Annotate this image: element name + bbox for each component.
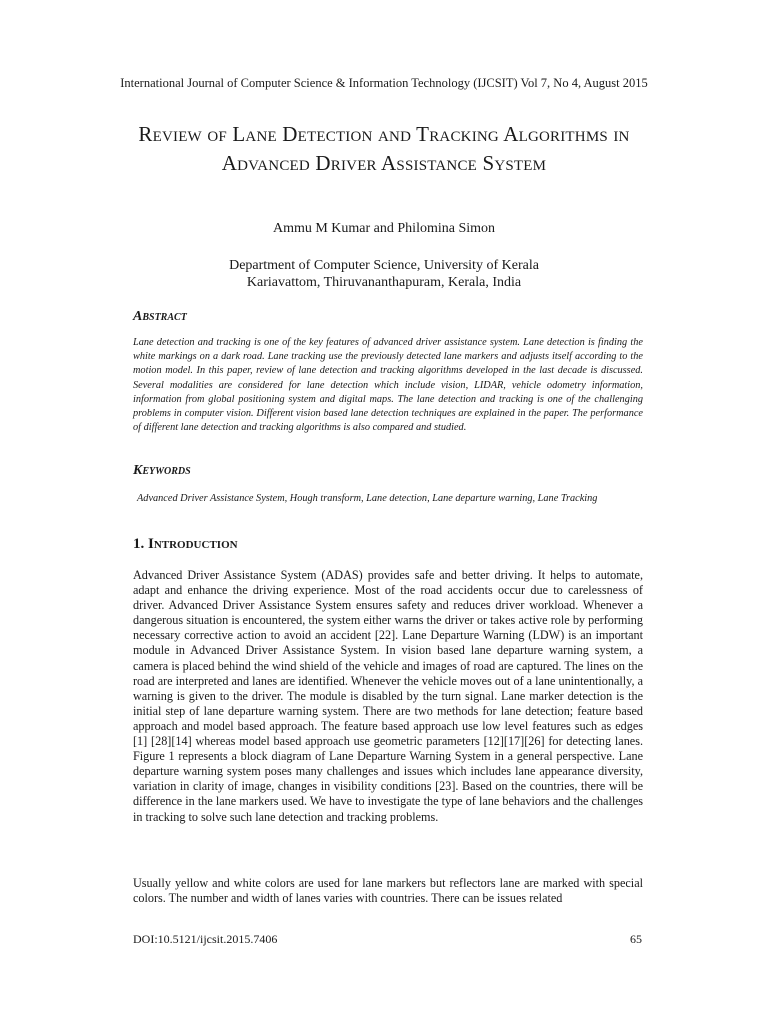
paper-title: Review of Lane Detection and Tracking Algorithms in Advanced Driver Assistance System	[138, 122, 630, 175]
introduction-paragraph-2: Usually yellow and white colors are used for lane markers but reflectors lane are marked with special colors. The number and width of lanes varies with countries. There can be issues related	[133, 876, 643, 906]
abstract-text: Lane detection and tracking is one of the key features of advanced driver assistance system. Lane detection is finding the white markings on a dark road. Lane tracking use the previously detected lane markers and adjusts itself according to the motion model. In this paper, review of lane detection and tracking algorithms developed in the last decade is discussed. Several modalities are considered for lane detection which include vision, LIDAR, vehicle odometry information, information from global positioning system and digital maps. The lane detection and tracking is one of the challenging problems in computer vision. Different vision based lane detection techniques are explained in the paper. The performance of different lane detection and tracking algorithms is also compared and studied.	[133, 337, 643, 434]
author-affiliation	[0, 257, 768, 291]
affiliation-line-1: Department of Computer Science, University of Kerala	[229, 258, 539, 273]
page-number: 65	[630, 932, 642, 946]
introduction-paragraph-1: Advanced Driver Assistance System (ADAS) provides safe and better driving. It helps to automate, adapt and enhance the driving experience. Most of the road accidents occur due to carelessness of driver. Advanced Driver Assistance System ensures safety and reduces driver workload. Whenever a dangerous situation is encountered, the system either warns the driver or takes active role by performing necessary corrective action to avoid an accident [22]. Lane Departure Warning (LDW) is an important module in Advanced Driver Assistance System. In vision based lane departure warning system, a camera is placed behind the wind shield of the vehicle and images of road are captured. The lines on the road are interpreted and lanes are identified. Whenever the vehicle moves out of a lane unintentionally, a warning is given to the driver. The module is disabled by the turn signal. Lane marker detection is the initial step of lane departure warning system. There are two methods for lane detection; feature based approach and model based approach. The feature based approach use low level features such as edges [1] [28][14] whereas model based approach use geometric parameters [12][17][26] for detecting lanes. Figure 1 represents a block diagram of Lane Departure Warning System in a general perspective. Lane departure warning system poses many challenges and issues which includes lane appearance diversity, variation in clarity of image, changes in visibility conditions [23]. Based on the countries, there will be difference in the lane markers used. We have to investigate the type of lane behaviors and the challenges in tracking to solve such lane detection and tracking problems.	[133, 568, 643, 824]
introduction-heading: 1. Introduction	[133, 536, 238, 552]
journal-header: International Journal of Computer Science & Information Technology (IJCSIT) Vol 7, No 4, August 2015	[120, 76, 648, 90]
keywords-heading: Keywords	[133, 463, 191, 478]
keywords-text: Advanced Driver Assistance System, Hough transform, Lane detection, Lane departure warning, Lane Tracking	[137, 493, 598, 504]
footer-doi: DOI:10.5121/ijcsit.2015.7406	[133, 932, 278, 946]
affiliation-line-2: Kariavattom, Thiruvananthapuram, Kerala, India	[246, 275, 522, 290]
abstract-heading: Abstract	[133, 309, 187, 324]
paper-authors: Ammu M Kumar and Philomina Simon	[272, 221, 496, 236]
